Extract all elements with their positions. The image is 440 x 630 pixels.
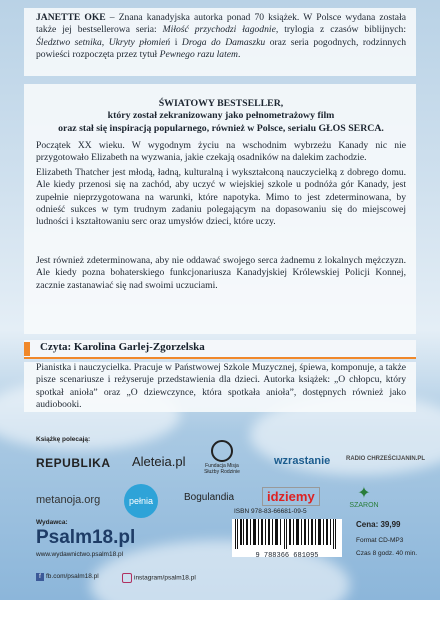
chrzescijanin-logo: RADIO CHRZEŚCIJANIN.PL bbox=[346, 456, 426, 462]
idziemy-logo: idziemy bbox=[262, 487, 320, 506]
fundacja-icon bbox=[211, 440, 233, 462]
bogulandia-logo: Bogulandia bbox=[184, 492, 235, 503]
fundacja-logo: Fundacja Misja Służby Rodzinie bbox=[200, 450, 244, 475]
format: Format CD-MP3 bbox=[356, 537, 404, 544]
publisher-label: Wydawca: bbox=[36, 519, 68, 526]
wzrastanie-logo: wzrastanie bbox=[274, 455, 331, 467]
publisher-logo: Psalm18.pl bbox=[36, 527, 136, 548]
duration: Czas 8 godz. 40 min. bbox=[356, 550, 418, 557]
author-bio: JANETTE OKE – Znana kanadyjska autorka ponad 70 książek. W Polsce wydana została także jej bestsellerowa seria: Miłość przychodzi łagodnie, trylogia z czasów biblijnych: Śledztwo setnika, Ukryty płomień i Droga do Damaszku oraz seria pogodnych, rodzinnych powieści rozpoczęta przez tytuł Pewnego razu latem. bbox=[36, 12, 407, 60]
bestseller-heading: ŚWIATOWY BESTSELLER, który został zekranizowany jako pełnometrażowy film oraz stał się inspiracją popularnego, również w Polsce, serialu GŁOS SERCA. bbox=[58, 98, 384, 134]
barcode-number: 9 788366 681095 bbox=[255, 552, 319, 560]
szaron-logo: ✦ SZARON bbox=[344, 486, 384, 509]
isbn: ISBN 978-83-66681-09-5 bbox=[234, 508, 307, 515]
facebook-link[interactable]: f fb.com/psalm18.pl bbox=[36, 573, 99, 581]
paragraph-2: Elizabeth Thatcher jest młodą, ładną, kulturalną i wykształconą nauczycielką z dobrego domu. Ale kiedy przenosi się na zachód, aby uczyć w wiejskiej szkole u podnóża gór Kanady, jest zupełnie nieprzygotowana na warunki, które napotyka. Mimo to jest zdeterminowana, by odnieść sukces w tym trudnym zadaniu polegającym na dopasowaniu się do miejscowej ludności i kształtowaniu serc oraz umysłów dzieci, które uczy. bbox=[36, 167, 406, 228]
paragraph-3: Jest również zdeterminowana, aby nie oddawać swojego serca żadnemu z lokalnych mężczyzn. Ale kiedy pozna bohaterskiego funkcjonariusza Kanadyjskiej Królewskiej Policji Konnej, zacznie zastanawiać się nad swoimi uczuciami. bbox=[36, 255, 406, 291]
accent-bar bbox=[24, 342, 30, 356]
recommend-label: Książkę polecają: bbox=[36, 436, 91, 443]
price: Cena: 39,99 bbox=[356, 520, 401, 529]
author-name: JANETTE OKE bbox=[36, 12, 106, 23]
aleteia-logo: Aleteia.pl bbox=[132, 454, 186, 469]
szaron-icon: ✦ bbox=[357, 485, 371, 502]
publisher-url[interactable]: www.wydawnictwo.psalm18.pl bbox=[36, 551, 124, 558]
republika-logo: REPUBLIKA bbox=[36, 456, 111, 470]
accent-line bbox=[24, 357, 416, 359]
metanoja-logo: metanoja.org bbox=[36, 494, 101, 506]
instagram-icon bbox=[122, 573, 132, 583]
instagram-link[interactable]: instagram/psalm18.pl bbox=[122, 573, 196, 583]
paragraph-1: Początek XX wieku. W wygodnym życiu na wschodnim wybrzeżu Kanady nic nie przygotowało Elizabeth na wyzwania, jakie czekają osadników na dalekim zachodzie. bbox=[36, 140, 406, 164]
pelnia-logo: pełnia bbox=[124, 484, 158, 518]
reader-title: Czyta: Karolina Garlej-Zgorzelska bbox=[40, 341, 205, 353]
reader-bio: Pianistka i nauczycielka. Pracuje w Państwowej Szkole Muzycznej, śpiewa, komponuje, a także pisze scenariusze i reżyseruje przedstawienia dla dzieci. Autorka książek: „O chłopcu, który spotkał anioła” oraz „O dziewczynce, która spotkała anioła”, dostępnych również jako audiobooki. bbox=[36, 362, 406, 410]
barcode bbox=[232, 519, 342, 560]
facebook-icon: f bbox=[36, 573, 44, 581]
